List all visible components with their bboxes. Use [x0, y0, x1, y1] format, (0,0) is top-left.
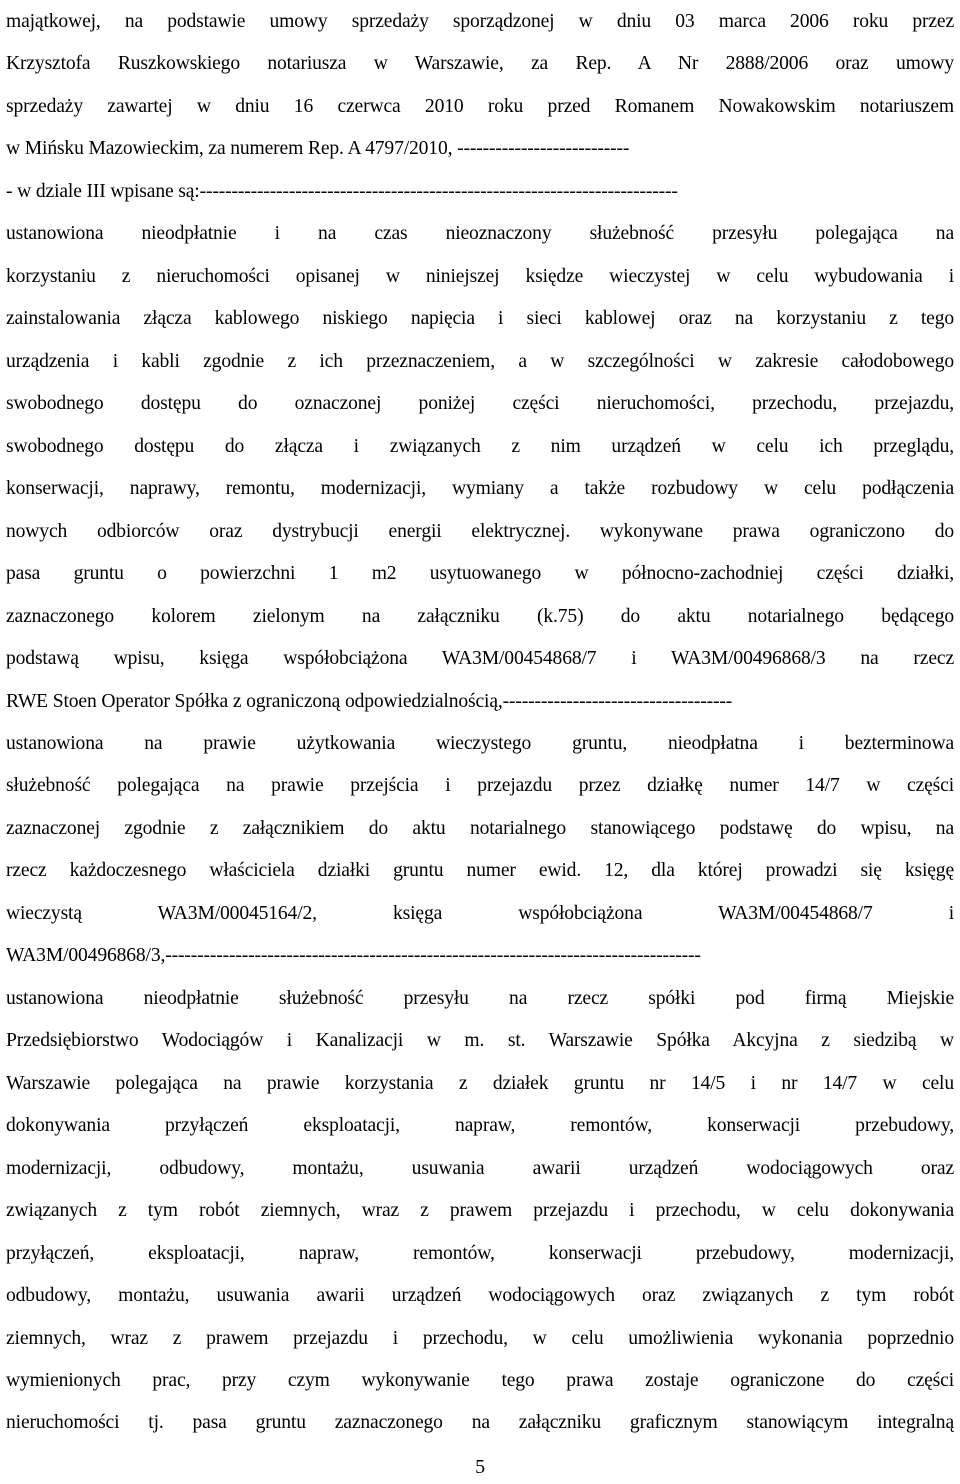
text-line: związanych z tym robót ziemnych, wraz z prawem przejazdu i przechodu, w celu dokonywania — [6, 1200, 954, 1222]
text-line: służebność polegająca na prawie przejścia i przejazdu przez działkę numer 14/7 w części — [6, 775, 954, 797]
text-line: pasa gruntu o powierzchni 1 m2 usytuowanego w północno-zachodniej części działki, — [6, 563, 954, 585]
page-number: 5 — [475, 1456, 485, 1478]
text-line: ustanowiona nieodpłatnie i na czas nieoznaczony służebność przesyłu polegająca na — [6, 223, 954, 245]
text-line: nowych odbiorców oraz dystrybucji energii elektrycznej. wykonywane prawa ograniczono do — [6, 520, 954, 542]
text-line: ziemnych, wraz z prawem przejazdu i przechodu, w celu umożliwienia wykonania poprzednio — [6, 1327, 954, 1349]
text-line: zaznaczonej zgodnie z załącznikiem do aktu notarialnego stanowiącego podstawę do wpisu, na — [6, 817, 954, 839]
text-line: korzystaniu z nieruchomości opisanej w niniejszej księdze wieczystej w celu wybudowania i — [6, 265, 954, 287]
text-line: urządzenia i kabli zgodnie z ich przeznaczeniem, a w szczególności w zakresie całodobowego — [6, 350, 954, 372]
text-line: dokonywania przyłączeń eksploatacji, napraw, remontów, konserwacji przebudowy, — [6, 1115, 954, 1137]
text-line: przyłączeń, eksploatacji, napraw, remontów, konserwacji przebudowy, modernizacji, — [6, 1242, 954, 1264]
text-line: modernizacji, odbudowy, montażu, usuwania awarii urządzeń wodociągowych oraz — [6, 1157, 954, 1179]
text-line: sprzedaży zawartej w dniu 16 czerwca 2010 roku przed Romanem Nowakowskim notariuszem — [6, 95, 954, 117]
text-line: wieczystą WA3M/00045164/2, księga współobciążona WA3M/00454868/7 i — [6, 902, 954, 924]
text-line: nieruchomości tj. pasa gruntu zaznaczonego na załączniku graficznym stanowiącym integralną — [6, 1412, 954, 1434]
text-line: RWE Stoen Operator Spółka z ograniczoną odpowiedzialnością,------------------------------------ — [6, 690, 733, 712]
text-line: ustanowiona nieodpłatnie służebność przesyłu na rzecz spółki pod firmą Miejskie — [6, 987, 954, 1009]
text-line: ustanowiona na prawie użytkowania wieczystego gruntu, nieodpłatna i bezterminowa — [6, 732, 954, 754]
text-line: Krzysztofa Ruszkowskiego notariusza w Warszawie, za Rep. A Nr 2888/2006 oraz umowy — [6, 53, 954, 75]
text-line: w Mińsku Mazowieckim, za numerem Rep. A 4797/2010, --------------------------- — [6, 138, 630, 160]
document-body-text — [6, 1, 954, 1445]
text-line: odbudowy, montażu, usuwania awarii urządzeń wodociągowych oraz związanych z tym robót — [6, 1285, 954, 1307]
text-line: Warszawie polegająca na prawie korzystania z działek gruntu nr 14/5 i nr 14/7 w celu — [6, 1072, 954, 1094]
text-line: - w dziale III wpisane są:--------------------------------------------------------------------------- — [6, 180, 678, 202]
text-line: konserwacji, naprawy, remontu, modernizacji, wymiany a także rozbudowy w celu podłączenia — [6, 478, 954, 500]
text-line: majątkowej, na podstawie umowy sprzedaży sporządzonej w dniu 03 marca 2006 roku przez — [6, 11, 954, 32]
text-line: rzecz każdoczesnego właściciela działki gruntu numer ewid. 12, dla której prowadzi się księgę — [6, 860, 954, 882]
text-line: WA3M/00496868/3,------------------------------------------------------------------------------------ — [6, 945, 701, 967]
text-line: Przedsiębiorstwo Wodociągów i Kanalizacji w m. st. Warszawie Spółka Akcyjna z siedzibą w — [6, 1030, 954, 1052]
text-line: podstawą wpisu, księga współobciążona WA3M/00454868/7 i WA3M/00496868/3 na rzecz — [6, 648, 954, 670]
text-line: zainstalowania złącza kablowego niskiego napięcia i sieci kablowej oraz na korzystaniu z tego — [6, 308, 954, 330]
text-line: swobodnego dostępu do złącza i związanych z nim urządzeń w celu ich przeglądu, — [6, 435, 954, 457]
text-line: swobodnego dostępu do oznaczonej poniżej części nieruchomości, przechodu, przejazdu, — [6, 393, 954, 415]
text-line: wymienionych prac, przy czym wykonywanie tego prawa zostaje ograniczone do części — [6, 1370, 954, 1391]
text-line: zaznaczonego kolorem zielonym na załączniku (k.75) do aktu notarialnego będącego — [6, 605, 954, 627]
